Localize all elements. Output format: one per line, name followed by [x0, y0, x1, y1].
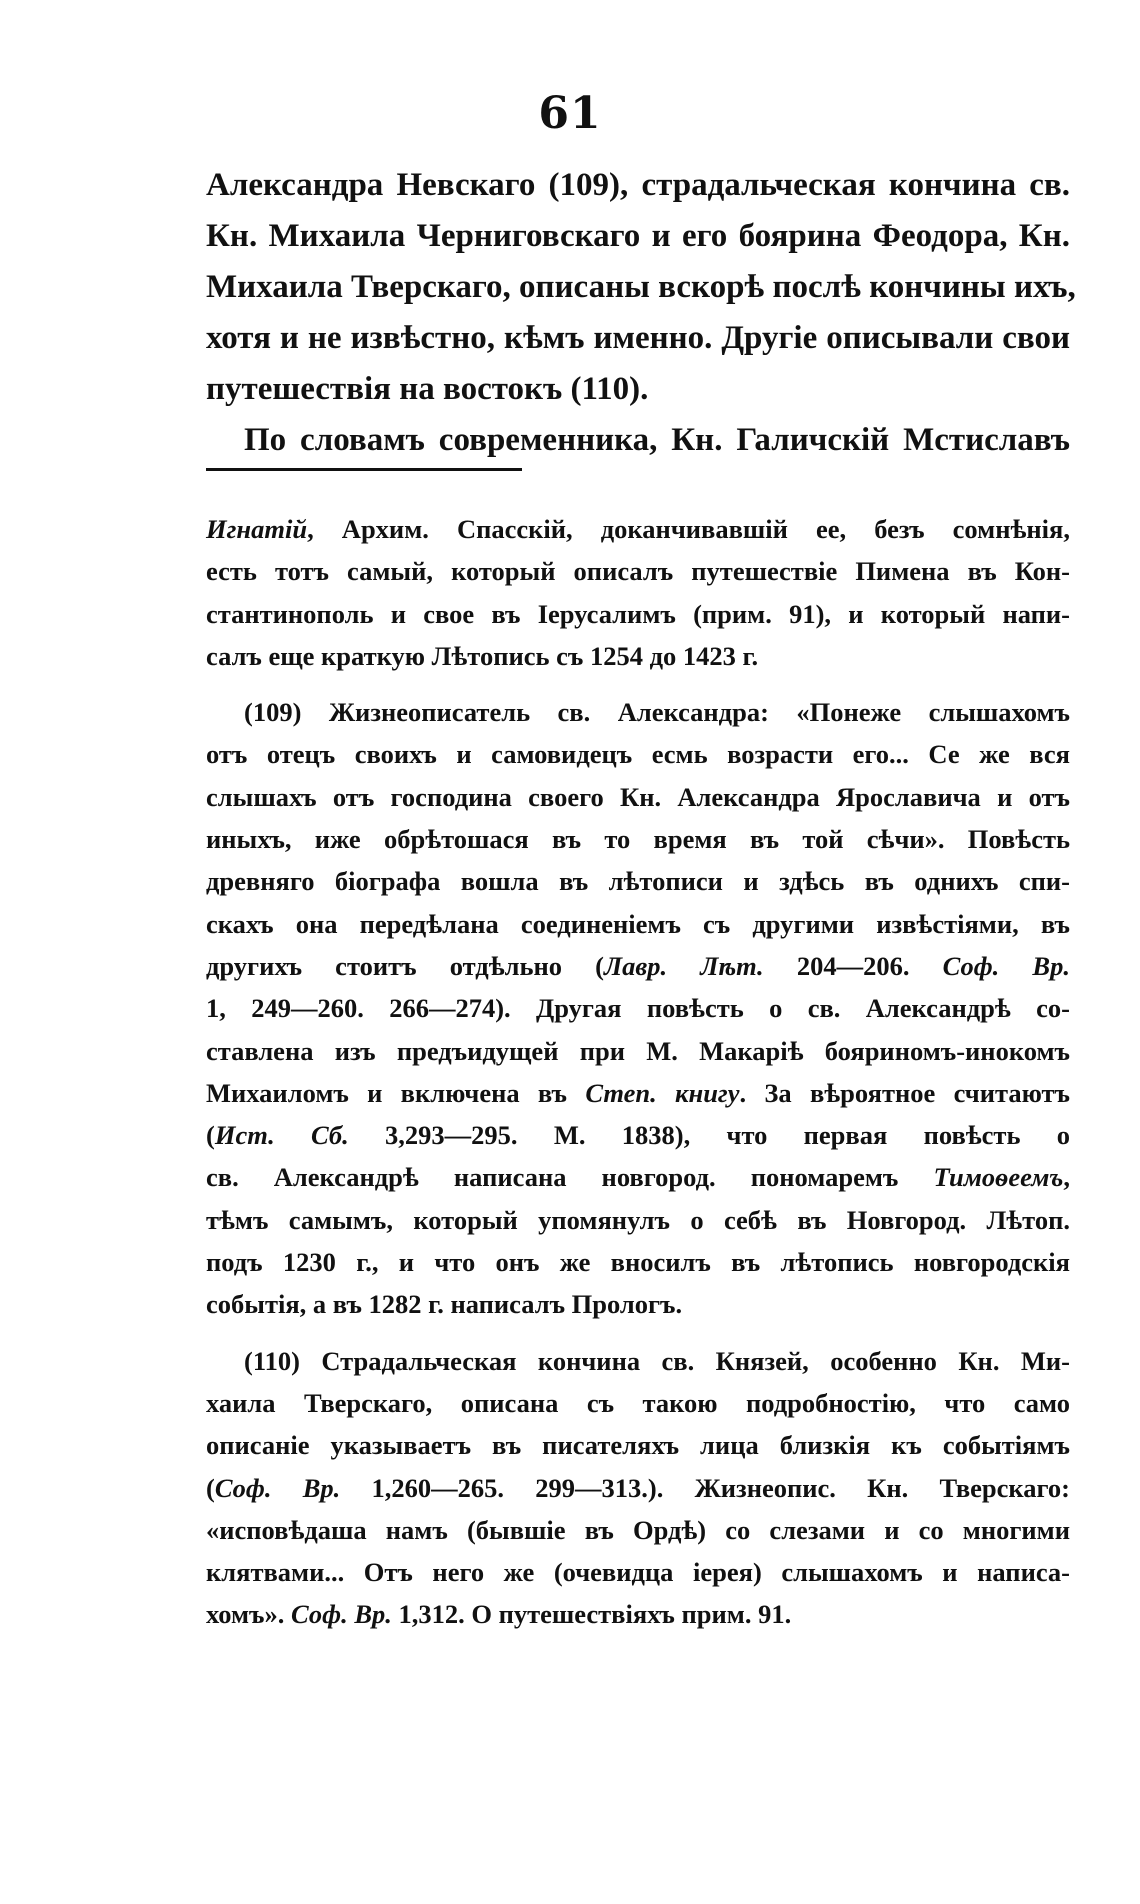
source-abbrev: Соф. Вр. — [291, 1599, 392, 1630]
footnote-line — [206, 1072, 1070, 1114]
footnote-text: другихъ стоитъ отдѣльно ( — [206, 950, 604, 981]
italic-name: Тимоѳеемъ — [933, 1162, 1064, 1193]
footnote-text: 1,260—265. 299—313.). Жизнеопис. Кн. Тверскаго: — [340, 1472, 1070, 1503]
footnote-line: событія, а въ 1282 г. написалъ Прологъ. — [206, 1289, 683, 1320]
page-number: 61 — [538, 88, 602, 139]
text-line: Кн. Михаила Черниговскаго и его боярина Феодора, Кн. — [206, 218, 1070, 254]
source-abbrev: Степ. книгу — [585, 1077, 740, 1108]
text-line: По словамъ современника, Кн. Галичскій Мстиславъ — [244, 422, 1070, 458]
footnote-line: иныхъ, иже обрѣтошася въ то время въ той сѣчи». Повѣсть — [206, 824, 1070, 855]
footnote-ignatiy — [206, 508, 1070, 677]
footnote-line: отъ отецъ своихъ и самовидецъ есмь возрасти его... Се же вся — [206, 739, 1070, 770]
text-line: Михаила Тверскаго, описаны вскорѣ послѣ кончины ихъ, — [206, 269, 1076, 305]
footnote-line — [206, 1467, 1070, 1509]
footnote-text: , — [1063, 1162, 1070, 1193]
footnote-line: древняго біографа вошла въ лѣтописи и здѣсь въ однихъ спи- — [206, 866, 1070, 897]
footnote-line: «исповѣдаша намъ (бывшіе въ Ордѣ) со слезами и со многими — [206, 1514, 1070, 1545]
footnote-line: (109) Жизнеописатель св. Александра: «Понеже слышахомъ — [244, 697, 1070, 728]
footnote-line: описаніе указываетъ въ писателяхъ лица близкія къ событіямъ — [206, 1430, 1070, 1461]
footnote-line: ставлена изъ предъидущей при М. Макаріѣ бояриномъ-инокомъ — [206, 1035, 1070, 1066]
source-abbrev: Соф. Вр. — [942, 950, 1070, 981]
footnote-separator-rule — [206, 468, 522, 471]
footnote-line: стантинополь и свое въ Іерусалимъ (прим. 91), и который напи- — [206, 598, 1070, 629]
source-abbrev: Соф. Вр. — [214, 1472, 341, 1503]
footnote-text: . За вѣроятное считаютъ — [739, 1077, 1070, 1108]
footnote-line: есть тотъ самый, который описалъ путешествіе Пимена въ Кон- — [206, 556, 1070, 587]
footnote-109 — [206, 691, 1070, 1325]
footnote-line — [206, 1114, 1070, 1156]
footnote-line: подъ 1230 г., и что онъ же вносилъ въ лѣтопись новгородскія — [206, 1247, 1070, 1278]
main-text — [206, 160, 1076, 466]
footnote-line: салъ еще краткую Лѣтопись съ 1254 до 1423 г. — [206, 640, 759, 671]
footnote-text: 1,312. О путешествіяхъ прим. 91. — [391, 1599, 792, 1630]
footnote-line: тѣмъ самымъ, который упомянулъ о себѣ въ Новгород. Лѣтоп. — [206, 1204, 1070, 1235]
text-line: Александра Невскаго (109), страдальческая кончина св. — [206, 167, 1070, 203]
footnote-text: , Архим. Спасскій, доканчивавшій ее, безъ сомнѣнія, — [307, 514, 1070, 544]
source-abbrev: Лавр. Лѣт. — [603, 950, 764, 981]
footnote-110 — [206, 1340, 1070, 1636]
source-abbrev: Ист. Сб. — [214, 1120, 349, 1151]
footnote-line: скахъ она передѣлана соединеніемъ съ другими извѣстіями, въ — [206, 908, 1070, 939]
footnote-text: св. Александрѣ написана новгород. пономаремъ — [206, 1162, 934, 1193]
footnote-line — [206, 1593, 1070, 1635]
footnote-line: слышахъ отъ господина своего Кн. Александра Ярославича и отъ — [206, 781, 1070, 812]
italic-name: Игнатій — [206, 514, 308, 544]
footnote-line: (110) Страдальческая кончина св. Князей, особенно Кн. Ми- — [244, 1345, 1070, 1376]
footnote-line — [206, 1156, 1070, 1198]
footnote-text: хомъ». — [206, 1599, 291, 1630]
footnote-line — [206, 945, 1070, 987]
footnote-text: 3,293—295. М. 1838), что первая повѣсть о — [348, 1120, 1070, 1151]
footnote-text: 204—206. — [763, 950, 943, 981]
text-line: путешествія на востокъ (110). — [206, 371, 649, 407]
footnote-line: хаила Тверскаго, описана съ такою подробностію, что само — [206, 1387, 1070, 1418]
footnote-text: ( — [206, 1472, 215, 1503]
footnote-line — [206, 508, 1070, 550]
footnote-text: Михаиломъ и включена въ — [206, 1077, 586, 1108]
footnote-line: 1, 249—260. 266—274). Другая повѣсть о св. Александрѣ со- — [206, 993, 1070, 1024]
footnotes — [206, 508, 1070, 1650]
text-line: хотя и не извѣстно, кѣмъ именно. Другіе описывали свои — [206, 320, 1070, 356]
footnote-line: клятвами... Отъ него же (очевидца іерея) слышахомъ и написа- — [206, 1557, 1070, 1588]
footnote-text: ( — [206, 1120, 215, 1151]
